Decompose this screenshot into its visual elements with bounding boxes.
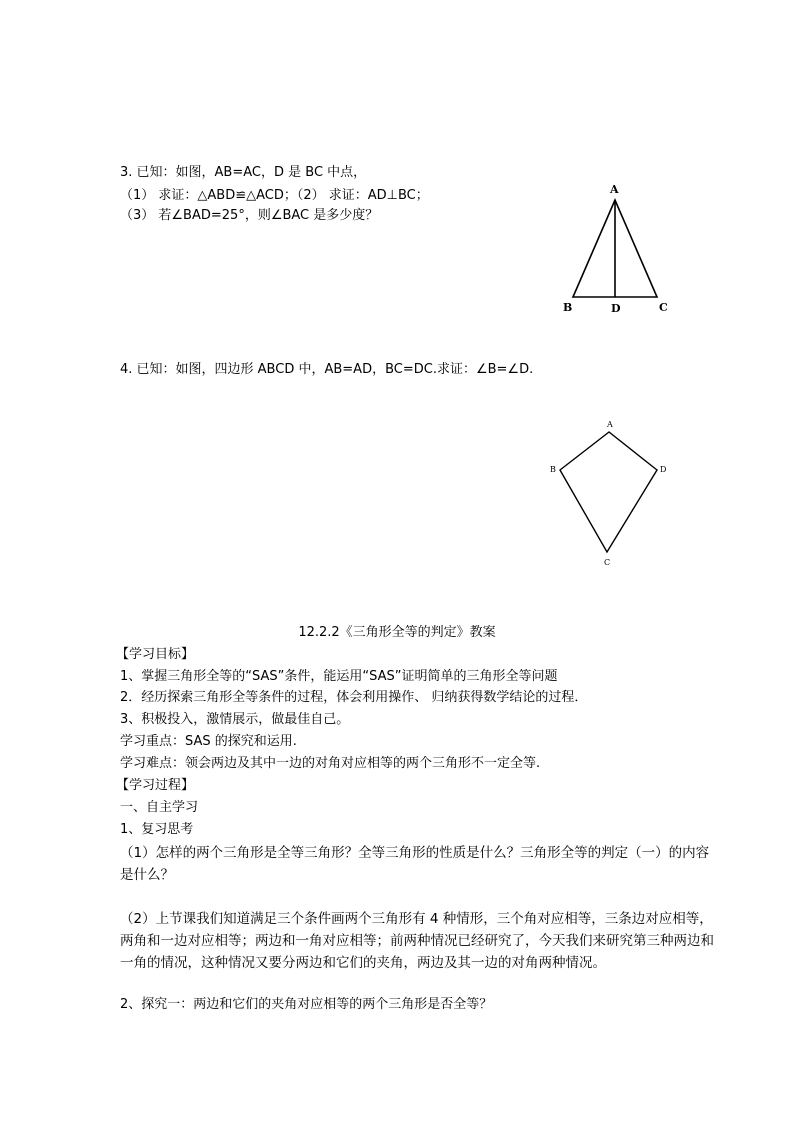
problem3-statement: 3. 已知：如图，AB=AC，D 是 BC 中点，	[120, 165, 367, 180]
label-d: D	[611, 302, 621, 315]
goal-1: 1、掌握三角形全等的“SAS”条件，能运用“SAS”证明简单的三角形全等问题	[120, 669, 558, 684]
difficulty: 学习难点：领会两边及其中一边的对角对应相等的两个三角形不一定全等.	[120, 756, 541, 771]
label-d: D	[660, 465, 667, 474]
label-b: B	[563, 301, 573, 314]
explore-1: 2、探究一：两边和它们的夹角对应相等的两个三角形是否全等？	[120, 997, 493, 1012]
label-a: A	[610, 183, 619, 196]
goal-2: 2．经历探索三角形全等条件的过程，体会利用操作、 归纳获得数学结论的过程．	[120, 690, 588, 705]
review-question-1: （1）怎样的两个三角形是全等三角形？全等三角形的性质是什么？三角形全等的判定（一）的内容是什么？	[120, 845, 710, 883]
lesson-title: 12.2.2《三角形全等的判定》教案	[298, 625, 496, 640]
key-point: 学习重点：SAS 的探究和运用.	[120, 734, 297, 749]
problem4-statement: 4. 已知：如图，四边形 ABCD 中，AB=AD，BC=DC.求证：∠B=∠D.	[120, 362, 534, 377]
label-c: C	[659, 301, 668, 314]
problem3-triangle-figure	[555, 176, 685, 321]
label-b: B	[550, 465, 556, 474]
label-a: A	[607, 420, 613, 429]
review-question-2: （2）上节课我们知道满足三个条件画两个三角形有 4 种情形，三个角对应相等，三条边对应相等，两角和一边对应相等；两边和一角对应相等；前两种情况已经研究了，今天我们来研究第三种两边和一角的情况，这种情况又要分两边和它们的夹角，两边及其一边的对角两种情况。	[120, 911, 714, 971]
label-c: C	[604, 558, 611, 567]
problem3-part-3: （3） 若∠BAD=25°，则∠BAC 是多少度？	[120, 208, 379, 223]
process-header: 【学习过程】	[116, 778, 195, 793]
goal-3: 3、积极投入，激情展示，做最佳自己。	[120, 712, 350, 727]
quadrilateral-abcd	[560, 432, 657, 552]
review-heading: 1、复习思考	[120, 822, 194, 837]
problem3-parts-1-2: （1） 求证：△ABD≌△ACD；（2） 求证：AD⊥BC；	[120, 188, 429, 203]
section-self-study: 一、自主学习	[120, 800, 199, 815]
problem4-kite-figure	[540, 415, 680, 575]
goals-header: 【学习目标】	[116, 647, 195, 662]
